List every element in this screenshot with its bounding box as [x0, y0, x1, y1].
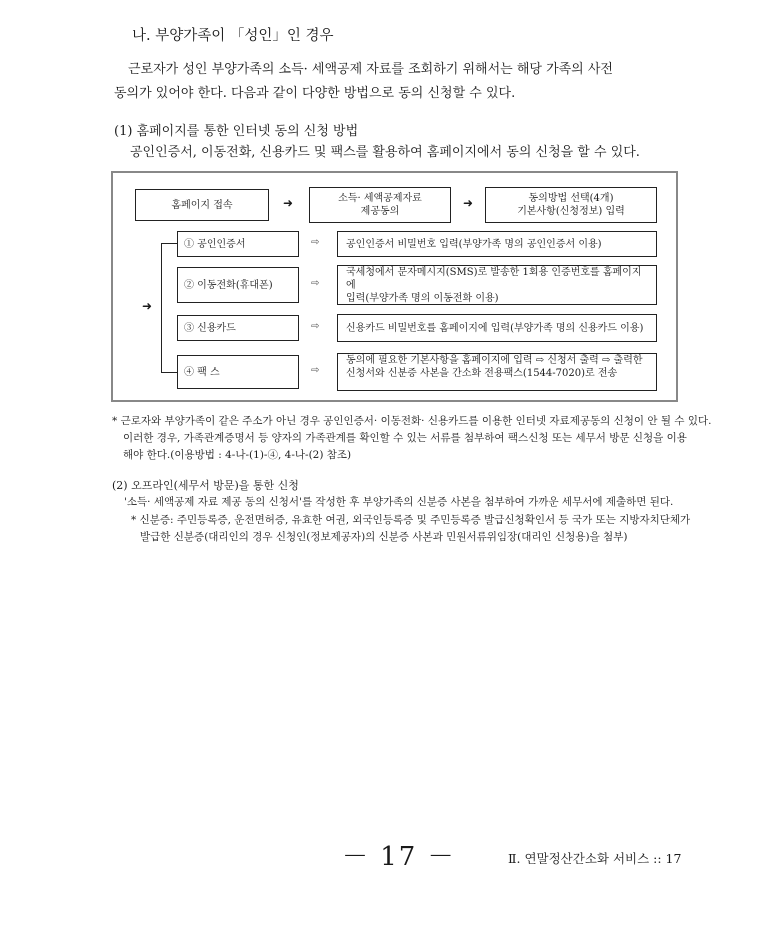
section2-desc: '소득· 세액공제 자료 제공 동의 신청서'를 작성한 후 부양가족의 신분증 사본을 첨부하여 가까운 세무서에 제출하면 된다. [124, 496, 674, 508]
arrow-right-icon: ➜ [142, 299, 153, 313]
method-mobile [177, 267, 299, 303]
bracket-line [161, 243, 162, 373]
step-data-consent [309, 187, 451, 223]
method-label: ① 공인인증서 [184, 238, 246, 250]
method-credit-card-desc [337, 314, 657, 342]
method-certificate-desc [337, 231, 657, 257]
hollow-arrow-icon: ⇨ [311, 237, 320, 248]
method-desc: 공인인증서 비밀번호 입력(부양가족 명의 공인인증서 이용) [346, 238, 602, 250]
method-mobile-desc [337, 265, 657, 305]
section-heading: 나. 부양가족이 「성인」인 경우 [132, 28, 334, 44]
note1-line-1: * 근로자와 부양가족이 같은 주소가 아닌 경우 공인인증서· 이동전화· 신용카드를 이용한 인터넷 자료제공동의 신청이 안 될 수 있다. [112, 415, 712, 427]
bracket-line [161, 243, 177, 244]
note1-line-2: 이러한 경우, 가족관계증명서 등 양자의 가족관계를 확인할 수 있는 서류를 첨부하여 팩스신청 또는 세무서 방문 신청을 이용 [123, 432, 687, 444]
method-desc: 입력(부양가족 명의 이동전화 이용) [346, 293, 499, 304]
footer-section-label: Ⅱ. 연말정산간소화 서비스 :: 17 [508, 851, 682, 866]
intro-line-1: 근로자가 성인 부양가족의 소득· 세액공제 자료를 조회하기 위해서는 해당 가족의 사전 [128, 62, 613, 77]
method-desc: 신청서와 신분증 사본을 간소화 전용팩스(1544-7020)로 전송 [346, 368, 618, 379]
step3-line1: 동의방법 선택(4개) [528, 193, 614, 204]
method-desc: 신용카드 비밀번호를 홈페이지에 입력(부양가족 명의 신용카드 이용) [346, 322, 644, 334]
method-label: ② 이동전화(휴대폰) [184, 279, 273, 291]
arrow-right-icon: ➜ [463, 196, 474, 210]
intro-line-2: 동의가 있어야 한다. 다음과 같이 다양한 방법으로 동의 신청할 수 있다. [114, 86, 516, 101]
method-certificate [177, 231, 299, 257]
method-desc: 국세청에서 문자메시지(SMS)로 발송한 1회용 인증번호를 홈페이지에 [346, 267, 642, 291]
bracket-line [161, 372, 177, 373]
consent-flow-diagram [111, 171, 678, 402]
method-label: ③ 신용카드 [184, 322, 236, 334]
method-desc: 동의에 필요한 기본사항을 홈페이지에 입력 ⇨ 신청서 출력 ⇨ 출력한 [346, 355, 643, 366]
page-number: － 17 － [342, 842, 456, 872]
section2-note-line-2: 발급한 신분증(대리인의 경우 신청인(정보제공자)의 신분증 사본과 민원서류위임장(대리인 신청용)을 첨부) [140, 531, 628, 543]
arrow-right-icon: ➜ [283, 196, 294, 210]
section1-desc: 공인인증서, 이동전화, 신용카드 및 팩스를 활용하여 홈페이지에서 동의 신청을 할 수 있다. [130, 145, 640, 160]
hollow-arrow-icon: ⇨ [311, 278, 320, 289]
note1-line-3: 해야 한다.(이용방법 : 4-나-(1)-④, 4-나-(2) 참조) [123, 449, 352, 461]
step-select-method [485, 187, 657, 223]
step2-line2: 제공동의 [360, 206, 400, 217]
hollow-arrow-icon: ⇨ [311, 365, 320, 376]
section1-title: (1) 홈페이지를 통한 인터넷 동의 신청 방법 [114, 124, 359, 139]
step2-line1: 소득· 세액공제자료 [338, 193, 422, 204]
hollow-arrow-icon: ⇨ [311, 321, 320, 332]
section2-note-line-1: * 신분증: 주민등록증, 운전면허증, 유효한 여권, 외국인등록증 및 주민등록증 발급신청확인서 등 국가 또는 지방자치단체가 [131, 514, 691, 526]
section2-title: (2) 오프라인(세무서 방문)을 통한 신청 [112, 479, 299, 492]
step1-label: 홈페이지 접속 [171, 199, 233, 211]
method-credit-card [177, 315, 299, 341]
step-homepage-access [135, 189, 269, 221]
method-fax [177, 355, 299, 389]
step3-line2: 기본사항(신청정보) 입력 [517, 206, 625, 217]
method-label: ④ 팩 스 [184, 366, 220, 378]
method-fax-desc [337, 353, 657, 391]
